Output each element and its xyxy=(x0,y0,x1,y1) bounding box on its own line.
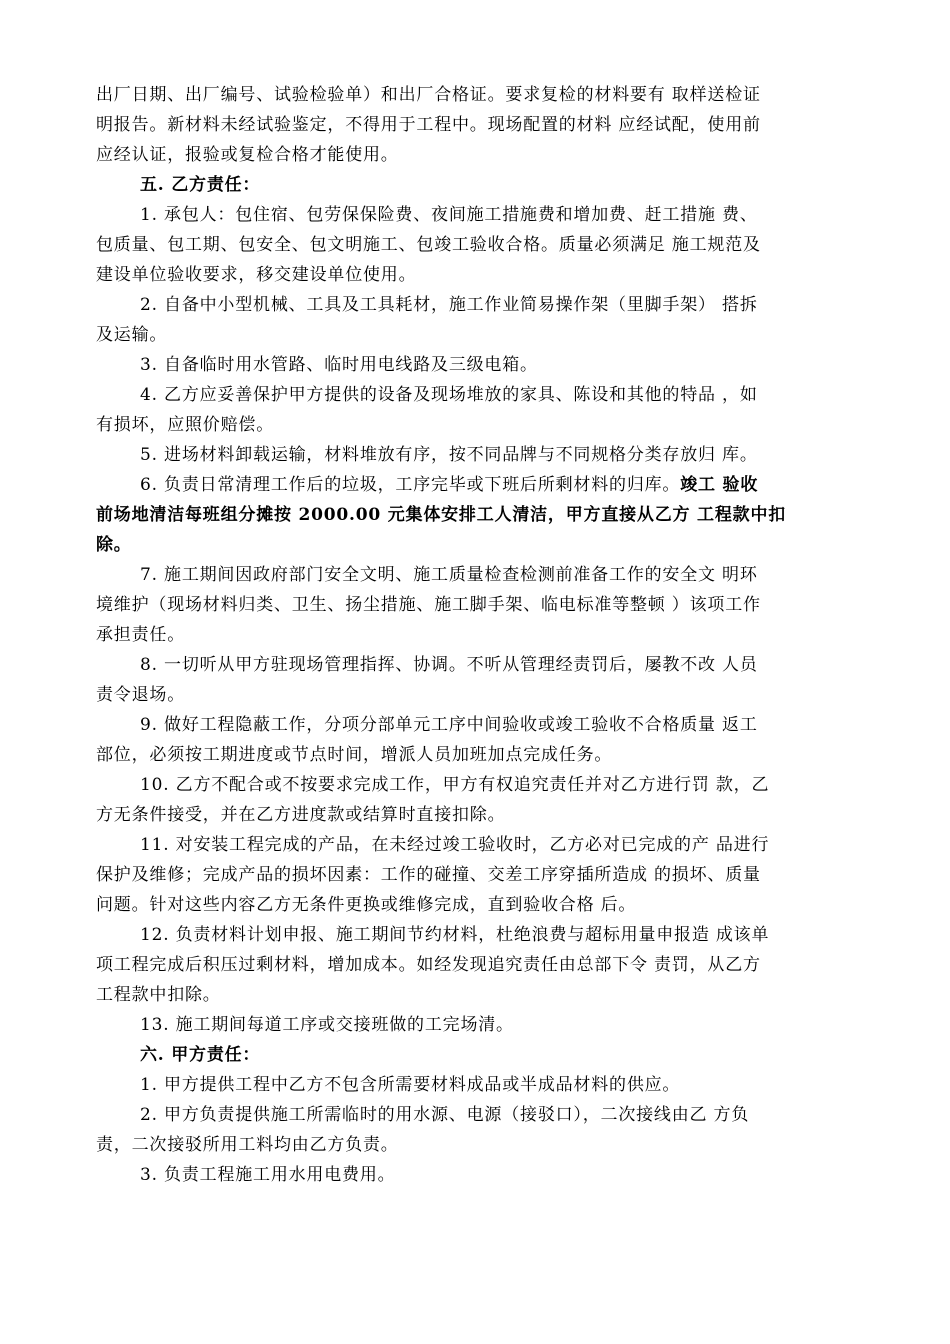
text-line: 出厂日期、出厂编号、试验检验单）和出厂合格证。要求复检的材料要有 取样送检证 xyxy=(96,85,761,105)
section-heading-party-a: 六. 甲方责任： xyxy=(140,1045,261,1065)
text-line xyxy=(96,470,866,500)
text-line: 13. 施工期间每道工序或交接班做的工完场清。 xyxy=(140,1015,514,1035)
bold-clause-text: 竣工 验收 xyxy=(680,475,759,495)
text-line: 3. 自备临时用水管路、临时用电线路及三级电箱。 xyxy=(140,355,538,375)
clause-6-3 xyxy=(96,1160,866,1190)
clause-5-9 xyxy=(96,710,866,770)
text-line: 责，二次接驳所用工料均由乙方负责。 xyxy=(96,1135,399,1155)
text-line: 承担责任。 xyxy=(96,625,185,645)
clause-5-10 xyxy=(96,770,866,830)
text-line: 11. 对安装工程完成的产品，在未经过竣工验收时，乙方必对已完成的产 品进行 xyxy=(140,835,770,855)
intro-paragraph xyxy=(96,80,866,170)
clause-text: 6. 负责日常清理工作后的垃圾，工序完毕或下班后所剩材料的归库。 xyxy=(140,475,681,495)
text-line: 包质量、包工期、包安全、包文明施工、包竣工验收合格。质量必须满足 施工规范及 xyxy=(96,235,761,255)
text-line: 建设单位验收要求，移交建设单位使用。 xyxy=(96,265,417,285)
text-line: 方无条件接受，并在乙方进度款或结算时直接扣除。 xyxy=(96,805,506,825)
clause-5-11 xyxy=(96,830,866,920)
clause-6-2 xyxy=(96,1100,866,1160)
text-line: 及运输。 xyxy=(96,325,168,345)
text-line: 4. 乙方应妥善保护甲方提供的设备及现场堆放的家具、陈设和其他的特品 ，如 xyxy=(140,385,758,405)
text-line: 10. 乙方不配合或不按要求完成工作，甲方有权追究责任并对乙方进行罚 款，乙 xyxy=(140,775,770,795)
text-line: 有损坏，应照价赔偿。 xyxy=(96,415,274,435)
text-line: 1. 甲方提供工程中乙方不包含所需要材料成品或半成品材料的供应。 xyxy=(140,1075,681,1095)
text-line: 9. 做好工程隐蔽工作，分项分部单元工序中间验收或竣工验收不合格质量 返工 xyxy=(140,715,758,735)
clause-5-13 xyxy=(96,1010,866,1040)
bold-text-line: 前场地清洁每班组分摊按 2000.00 元集体安排工人清洁，甲方直接从乙方 工程款中扣 xyxy=(96,505,787,525)
text-line: 5. 进场材料卸载运输，材料堆放有序，按不同品牌与不同规格分类存放归 库。 xyxy=(140,445,758,465)
clause-5-1 xyxy=(96,200,866,290)
document-body xyxy=(96,80,866,1190)
text-line: 2. 自备中小型机械、工具及工具耗材，施工作业简易操作架（里脚手架） 搭拆 xyxy=(140,295,758,315)
text-line: 8. 一切听从甲方驻现场管理指挥、协调。不听从管理经责罚后，屡教不改 人员 xyxy=(140,655,758,675)
text-line: 部位，必须按工期进度或节点时间，增派人员加班加点完成任务。 xyxy=(96,745,613,765)
clause-5-6 xyxy=(96,470,866,560)
text-line: 责令退场。 xyxy=(96,685,185,705)
clause-6-1 xyxy=(96,1070,866,1100)
text-line: 12. 负责材料计划申报、施工期间节约材料，杜绝浪费与超标用量申报造 成该单 xyxy=(140,925,770,945)
text-line: 3. 负责工程施工用水用电费用。 xyxy=(140,1165,396,1185)
text-line: 保护及维修；完成产品的损坏因素：工作的碰撞、交差工序穿插所造成 的损坏、质量 xyxy=(96,865,761,885)
text-line: 项工程完成后积压过剩材料，增加成本。如经发现追究责任由总部下令 责罚，从乙方 xyxy=(96,955,761,975)
section-heading-party-b: 五. 乙方责任： xyxy=(140,175,261,195)
clause-5-12 xyxy=(96,920,866,1010)
clause-5-4 xyxy=(96,380,866,440)
text-line: 工程款中扣除。 xyxy=(96,985,221,1005)
text-line: 2. 甲方负责提供施工所需临时的用水源、电源（接驳口），二次接线由乙 方负 xyxy=(140,1105,750,1125)
bold-text-line: 除。 xyxy=(96,535,132,555)
text-line: 1. 承包人：包住宿、包劳保保险费、夜间施工措施费和增加费、赶工措施 费、 xyxy=(140,205,758,225)
clause-5-5 xyxy=(96,440,866,470)
clause-5-7 xyxy=(96,560,866,650)
clause-5-3 xyxy=(96,350,866,380)
text-line: 问题。针对这些内容乙方无条件更换或维修完成，直到验收合格 后。 xyxy=(96,895,637,915)
text-line: 7. 施工期间因政府部门安全文明、施工质量检查检测前准备工作的安全文 明环 xyxy=(140,565,758,585)
text-line: 境维护（现场材料归类、卫生、扬尘措施、施工脚手架、临电标准等整顿 ）该项工作 xyxy=(96,595,761,615)
text-line: 明报告。新材料未经试验鉴定，不得用于工程中。现场配置的材料 应经试配，使用前 xyxy=(96,115,761,135)
clause-5-2 xyxy=(96,290,866,350)
text-line: 应经认证，报验或复检合格才能使用。 xyxy=(96,145,399,165)
clause-5-8 xyxy=(96,650,866,710)
